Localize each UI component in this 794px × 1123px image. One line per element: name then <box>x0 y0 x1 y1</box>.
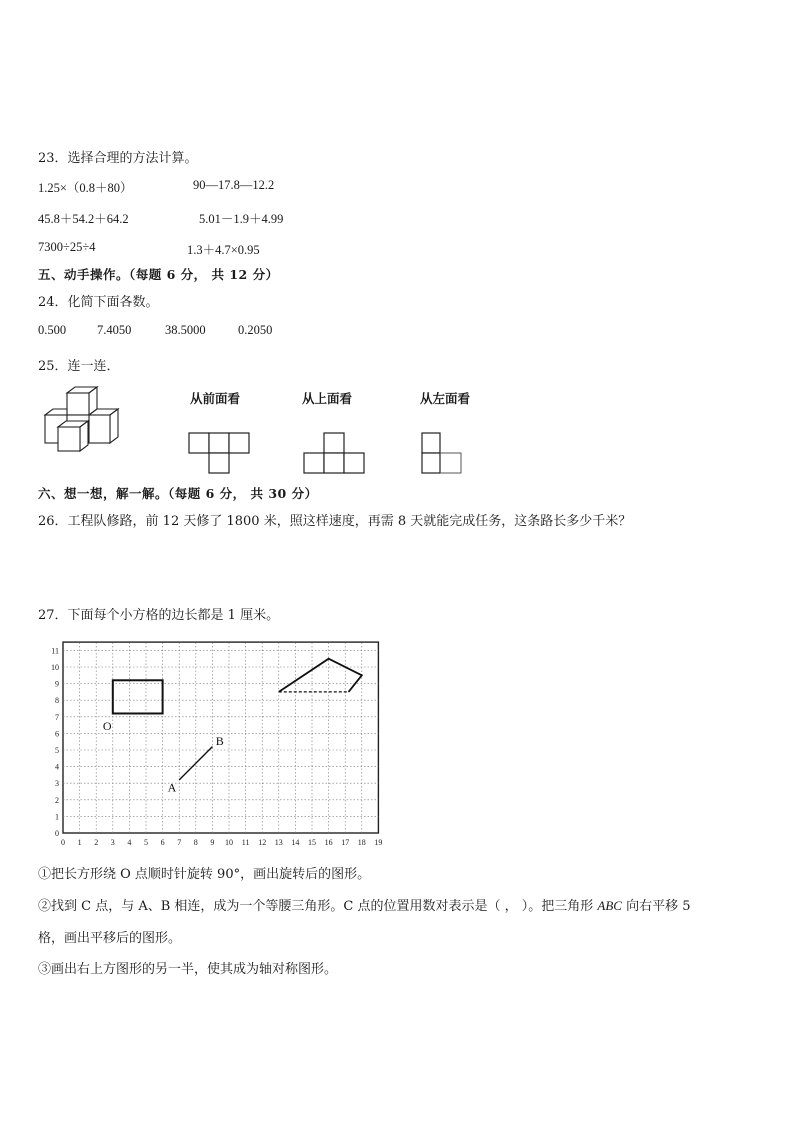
y-axis-tick-label: 6 <box>55 729 59 739</box>
q27-item-2 <box>38 895 691 914</box>
q27-item-2-part-a: ②找到 C 点，与 A、B 相连，成为一个等腰三角形。C 点的位置用数对表示是（ ， ）。把三角形 <box>38 899 598 914</box>
left-view-figure <box>421 432 465 474</box>
grid-labels <box>51 646 382 847</box>
section5-heading: 五、动手操作。（每题 6 分， 共 12 分） <box>38 267 279 282</box>
grid-shapes <box>113 659 362 780</box>
q27-item-2-part-b: 向右平移 5 <box>621 899 691 914</box>
half-figure <box>279 659 362 692</box>
y-axis-tick-label: 10 <box>51 663 59 672</box>
x-axis-tick-label: 9 <box>210 838 215 847</box>
x-axis-tick-label: 0 <box>61 838 65 847</box>
q24-number-4: 0.2050 <box>238 323 273 337</box>
x-axis-tick-label: 7 <box>177 838 182 847</box>
x-axis-tick-label: 16 <box>324 838 333 847</box>
x-axis-tick-label: 12 <box>258 838 267 847</box>
q23-expr-1a: 1.25×（0.8＋80） <box>38 181 133 195</box>
x-axis-tick-label: 19 <box>374 838 383 847</box>
x-axis-tick-label: 8 <box>193 838 198 847</box>
q23-expr-2b: 5.01－1.9＋4.99 <box>199 212 284 226</box>
x-axis-tick-label: 17 <box>341 838 350 847</box>
view-label-top: 从上面看 <box>302 391 353 406</box>
point-o-label: O <box>102 719 112 734</box>
x-axis-tick-label: 6 <box>160 838 165 847</box>
q24-number-1: 0.500 <box>38 323 67 337</box>
x-axis-tick-label: 3 <box>110 838 115 847</box>
cube-stack-figure <box>40 385 140 455</box>
front-view-figure <box>188 432 252 474</box>
point-a-label: A <box>167 780 177 795</box>
x-axis-tick-label: 13 <box>274 838 283 847</box>
coordinate-grid <box>30 636 400 846</box>
y-axis-tick-label: 8 <box>55 696 59 706</box>
y-axis-tick-label: 1 <box>55 812 59 822</box>
q23-title: 23．选择合理的方法计算。 <box>38 151 198 166</box>
point-b-label: B <box>215 734 224 749</box>
y-axis-tick-label: 0 <box>55 829 59 838</box>
y-axis-tick-label: 11 <box>51 646 59 656</box>
y-axis-tick-label: 4 <box>55 762 59 772</box>
x-axis-tick-label: 2 <box>94 838 99 847</box>
y-axis-tick-label: 2 <box>55 795 59 805</box>
q23-expr-1b: 90—17.8—12.2 <box>193 178 275 192</box>
q25-title: 25．连一连． <box>38 359 120 374</box>
q27-item-2-cont: 格，画出平移后的图形。 <box>38 931 182 946</box>
q26-text: 26．工程队修路，前 12 天修了 1800 米，照这样速度，再需 8 天就能完成任务，这条路长多少千米？ <box>38 514 632 529</box>
x-axis-tick-label: 11 <box>241 838 250 847</box>
x-axis-tick-label: 14 <box>291 838 300 847</box>
x-axis-tick-label: 1 <box>77 838 82 847</box>
q27-item-2-abc: ABC <box>597 898 622 913</box>
x-axis-tick-label: 5 <box>144 838 148 847</box>
rectangle-shape <box>113 680 163 713</box>
q23-expr-3b: 1.3＋4.7×0.95 <box>187 243 260 257</box>
view-label-front: 从前面看 <box>190 391 241 406</box>
x-axis-tick-label: 4 <box>127 838 132 847</box>
y-axis-tick-label: 9 <box>55 679 59 689</box>
q23-expr-2a: 45.8＋54.2＋64.2 <box>38 212 129 226</box>
view-label-left: 从左面看 <box>420 391 471 406</box>
section6-heading: 六、想一想，解一解。（每题 6 分， 共 30 分） <box>38 486 318 501</box>
y-axis-tick-label: 5 <box>55 746 59 755</box>
x-axis-tick-label: 15 <box>308 838 316 847</box>
q23-expr-3a: 7300÷25÷4 <box>38 240 96 254</box>
q24-number-3: 38.5000 <box>165 323 206 337</box>
x-axis-tick-label: 18 <box>357 838 366 847</box>
q27-item-3: ③画出右上方图形的另一半，使其成为轴对称图形。 <box>38 962 338 977</box>
q27-item-1: ①把长方形绕 O 点顺时针旋转 90°，画出旋转后的图形。 <box>38 867 371 882</box>
top-view-figure <box>303 432 367 474</box>
q24-title: 24．化简下面各数。 <box>38 295 159 310</box>
y-axis-tick-label: 7 <box>55 712 59 722</box>
x-axis-tick-label: 10 <box>225 838 233 847</box>
q27-title: 27．下面每个小方格的边长都是 1 厘米。 <box>38 608 280 623</box>
y-axis-tick-label: 3 <box>55 779 59 789</box>
q24-number-2: 7.4050 <box>97 323 132 337</box>
